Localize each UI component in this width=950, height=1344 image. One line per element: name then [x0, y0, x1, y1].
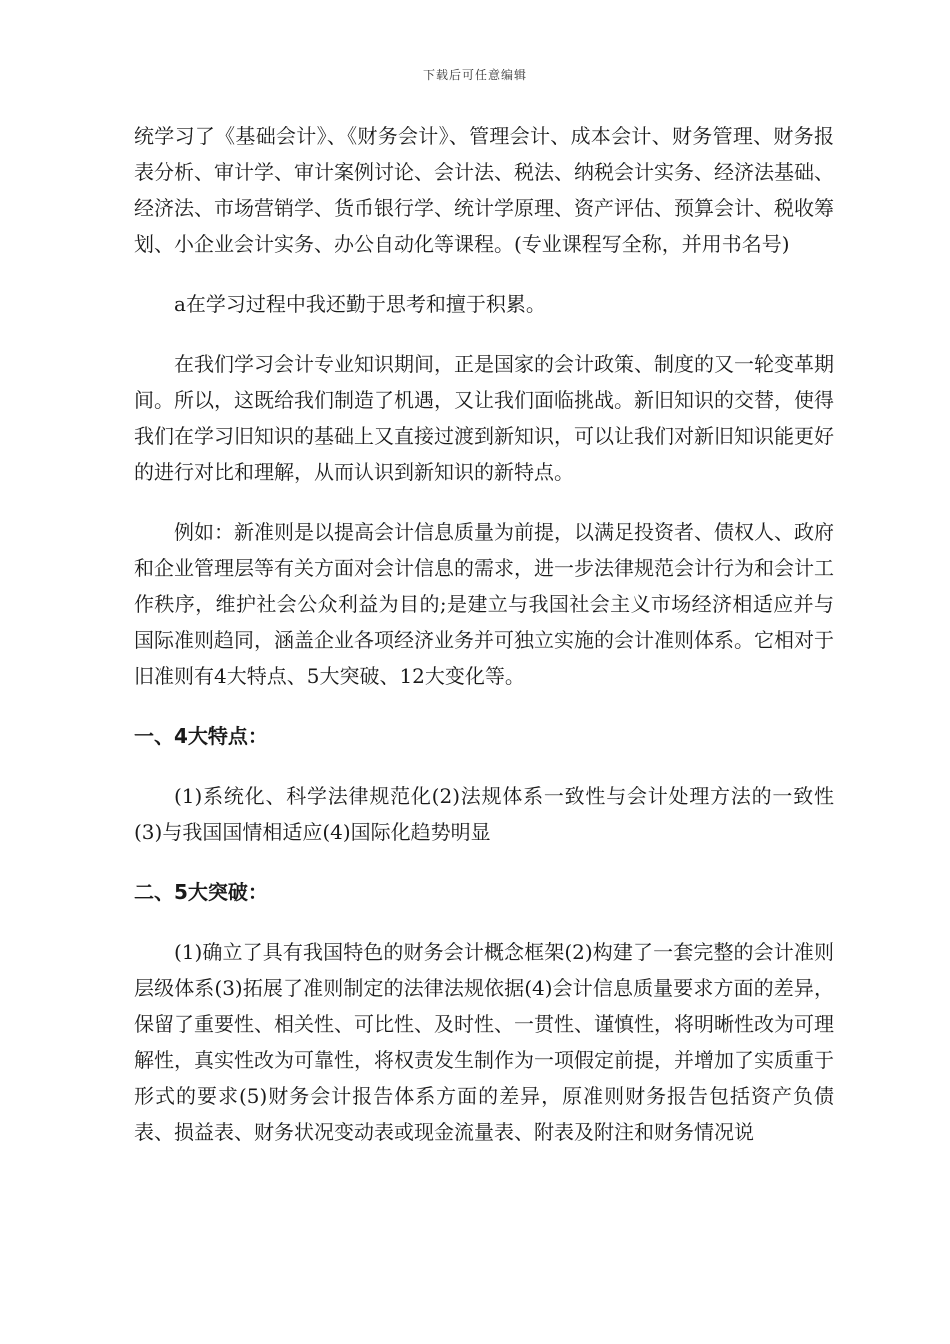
paragraph-features: (1)系统化、科学法律规范化(2)法规体系一致性与会计处理方法的一致性(3)与我国国情相适应(4)国际化趋势明显 [134, 784, 834, 844]
paragraph-reform: 在我们学习会计专业知识期间，正是国家的会计政策、制度的又一轮变革期间。所以，这既给我们制造了机遇，又让我们面临挑战。新旧知识的交替，使得我们在学习旧知识的基础上又直接过渡到新知识，可以让我们对新旧知识能更好的进行对比和理解，从而认识到新知识的新特点。 [134, 352, 834, 484]
paragraph-example: 例如：新准则是以提高会计信息质量为前提，以满足投资者、债权人、政府和企业管理层等有关方面对会计信息的需求，进一步法律规范会计行为和会计工作秩序，维护社会公众利益为目的;是建立与我国社会主义市场经济相适应并与国际准则趋同，涵盖企业各项经济业务并可独立实施的会计准则体系。它相对于旧准则有4大特点、5大突破、12大变化等。 [134, 520, 834, 688]
section-heading-features: 一、4大特点： [134, 724, 268, 748]
paragraph-courses: 统学习了《基础会计》、《财务会计》、管理会计、成本会计、财务管理、财务报表分析、审计学、审计案例讨论、会计法、税法、纳税会计实务、经济法基础、经济法、市场营销学、货币银行学、统计学原理、资产评估、预算会计、税收筹划、小企业会计实务、办公自动化等课程。(专业课程写全称，并用书名号) [134, 124, 834, 256]
paragraph-thinking: a在学习过程中我还勤于思考和擅于积累。 [174, 292, 546, 316]
section-heading-breakthroughs: 二、5大突破： [134, 880, 268, 904]
document-body [134, 118, 834, 1174]
paragraph-breakthroughs: (1)确立了具有我国特色的财务会计概念框架(2)构建了一套完整的会计准则层级体系(3)拓展了准则制定的法律法规依据(4)会计信息质量要求方面的差异，保留了重要性、相关性、可比性、及时性、一贯性、谨慎性，将明晰性改为可理解性，真实性改为可靠性，将权责发生制作为一项假定前提，并增加了实质重于形式的要求(5)财务会计报告体系方面的差异，原准则财务报告包括资产负债表、损益表、财务状况变动表或现金流量表、附表及附注和财务情况说 [134, 940, 834, 1144]
page-header: 下载后可任意编辑 [422, 68, 527, 82]
